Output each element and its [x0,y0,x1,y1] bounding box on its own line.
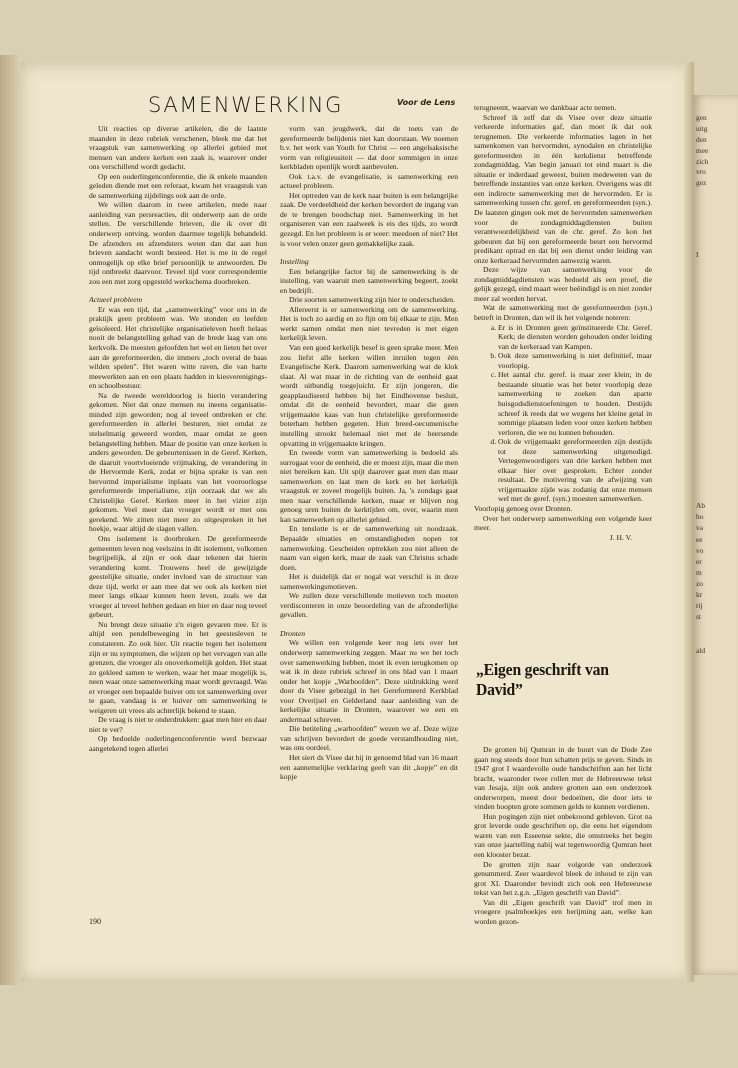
adjacent-page-fragment: ee [696,535,703,544]
paragraph: Uit reacties op diverse artikelen, die de laatste maanden in deze rubriek verschenen, bleek me dat het vraagstuk van samenwerking op allerlei gebied met mensen van andere kerken een zaak is, waarover onder ons verschillend wordt gedacht. [89,124,267,172]
paragraph: Het optreden van de kerk naar buiten is een belangrijke zaak. De verdeeldheid der kerken bevordert de ingang van de te brengen boodschap niet. Samenwerking in het organiseren van een zaalweek is eis des tijds, zo wordt gezegd. En het probleem is er weer: meedoen of niet? Het is voor velen onzer geen gemakkelijke zaak. [280,190,458,248]
adjacent-page-fragment: mee [696,146,709,155]
paragraph: Na de tweede wereldoorlog is hierin verandering gekomen. Niet dat onze mensen nu ineens organisatie-minded zijn geworden; nog al teveel ontbreken er chr. gereformeerden in allerlei besturen, niet omdat ze stelselmatig geweerd worden, maar omdat ze geen belangstelling hebben. Maar de positie van onze kerken is anders geworden. De gebeurtenissen in de Geref. Kerken, de daaruit voortvloeiende vrijmaking, de verandering in de Hervormde Kerk, zodat er bijna sprake is van een hervormd imperialisme inplaats van het vooroorlogse gereformeerde imperialisme, zijn oorzaak dat we als Christelijke Geref. Kerken meer in het vizier zijn gekomen. Veel meer dan vroeger wordt er met ons gerekend. We zitten niet meer zo uitgesproken in het hoekje, waar altijd de slagen vallen. [89,390,267,534]
adjacent-page-fragment: va [696,523,703,532]
section-subheading: Dronten [280,628,306,638]
paragraph: Drie soorten samenwerking zijn hier te onderscheiden. [289,295,455,305]
adjacent-page-fragment: st [696,612,701,621]
paragraph: Het siert ds Visee dat hij in genoemd blad van 16 maart een aannemelijke verklaring geeft van dit „kopje” en dit kopje [280,753,458,782]
adjacent-page-fragment: Ab [696,501,706,510]
paragraph: Ook t.a.v. de evangelisatie, is samenwerking een actueel probleem. [280,171,458,191]
paragraph: Ons isolement is doorbroken. De gereformeerde gemeenten leven nog veelszins in dit isolement, volkomen begrijpelijk, al zijn er ook daar tekenen dat hierin verandering komt. Trouwens heel de gewijzigde geestelijke situatie, onder invloed van de structuur van deze tijd, werkt er aan mee dat we ook als kerken niet meer langs elkaar kunnen heen leven, zoals we dat vroeger al teveel hebben gedaan en hier en daar nog teveel gebeurt. [89,533,267,620]
column-4 [474,745,652,930]
paragraph: Op een ouderlingenconferentie, die ik enkele maanden geleden diende met een referaat, kwam het vraagstuk van de samenwerking zijdelings ook aan de orde. [89,171,267,200]
adjacent-page-fragment: vro [696,167,706,176]
article-title: SAMENWERKING [148,93,343,117]
list-item: b. Ook deze samenwerking is niet definitief, maar voorlopig. [498,351,652,370]
adjacent-page-fragment: rij [696,601,703,610]
paragraph: We willen een volgende keer nog iets over het onderwerp samenwerking zeggen. Maar nu we het toch over samenwerking hebben, moet ik even terugkomen op wat ik in deze rubriek schreef in ons blad van 1 maart onder het kopje „Warhoofden”. Deze uitdrukking werd door ds Visee gebezigd in het Gereformeerd Kerkblad voor Overijsel en Gelderland naar aanleiding van de kerkelijke situatie in Dronten, waarover we een en andermaal schreven. [280,638,458,724]
paragraph: Van dit „Eigen geschrift van David” trof men in vroegere psalmboekjes een berijming aan, welke kan worden gezon- [474,897,652,926]
paragraph: vorm van jeugdwerk, dat de toets van de gereformeerde belijdenis niet kan doorstaan. We noemen b.v. het werk van Youth for Christ — een angelsaksische vorm van religieusiteit — dat door sommigen in onze kerkbladen openlijk wordt aanbevolen. [280,124,458,172]
paragraph: Op bedoelde ouderlingenconferentie werd bezwaar aangetekend tegen allerlei [89,734,267,753]
adjacent-page-fragment: gen [696,113,707,122]
adjacent-page-fragment: ald [696,646,706,655]
article-byline: Voor de Lens [397,98,456,107]
paragraph: Hun pogingen zijn niet onbekroond gebleven. Grot na grot leverde oude geschriften op, die eens het eigendom waren van een Esseense sekte, die omstreeks het begin van onze jaartelling nabij wat tegenwoordig Qumran heet een klooster bezat. [474,811,652,860]
paragraph: De grotten zijn naar volgorde van onderzoek genummerd. Zeer waardevol bleek de inhoud te zijn van grot XI. Daaronder bevindt zich ook een Hebreeuwse tekst van het z.g.n. „Eigen geschrift van David”. [474,859,652,898]
paragraph: Over het onderwerp samenwerking een volgende keer meer. [474,513,652,533]
paragraph: En tweede vorm van samenwerking is bedoeld als surrogaat voor de eenheid, die er moest zijn, maar die men niet bereiken kan. Uit spijt daarover gaat men dan maar samenwerken en laat men de kerk en het kerkelijk vraagstuk er zoveel mogelijk buiten. Ja, 's zondags gaat men naar verschillende kerken, maar er blijven nog genoeg uren buiten de kerktijden om, over, waarin men kan samenwerken op allerlei gebied. [280,448,458,524]
paragraph: Wat de samenwerking met de gereformeerden (syn.) betreft in Dronten, dan wil ik het volgende noteren: [474,303,652,323]
section-subheading: Actueel probleem [89,295,143,305]
paragraph: Het is duidelijk dat er nogal wat verschil is in deze samenwerkingsmotieven. [280,572,458,591]
paragraph: De vraag is niet te onderdrukken: gaat men hier en daar niet te ver? [89,715,267,734]
paragraph: Allereerst is er samenwerking om de samenwerking. Het is toch zo aardig en zo fijn om bij elkaar te zijn. Men werkt samen omdat men niet tevreden is met eigen kerkelijk leven. [280,304,458,343]
section-subheading: Instelling [280,257,309,267]
adjacent-page-fragment: uitg [696,124,708,133]
paragraph: En tenslotte is er de samenwerking uit noodzaak. Bepaalde situaties en omstandigheden nopen tot samenwerking. Gescheiden optrekken zou niet alleen de naam van eigen kerk, maar de zaak van Christus schade doen. [280,524,458,572]
paragraph: Deze wijze van samenwerking voor de zondagmiddagdiensten was bedoeld als een proef, die gelijk gezegd, eind maart weer beëindigd is en niet zonder meer zal worden hervat. [474,265,652,303]
scan-page-edge [0,55,22,985]
page-number: 190 [89,917,101,926]
paragraph: Een belangrijke factor bij de samenwerking is de instelling, van waaruit men samenwerking begeert, zoekt en bedrijft. [280,266,458,295]
adjacent-page [692,95,738,975]
paragraph: Er was een tijd, dat „samenwerking” voor ons in de praktijk geen probleem was. We stonden en leefden geïsoleerd. Het christelijke organisatieleven heeft helaas nooit de belangstelling gehad van de brede laag van ons kerkvolk. De meesten geloofden het wel en lieten het over aan de gereformeerden, die immers „toch overal de baas wilden spelen”. Het waren witte raven, die van harte meewerkten aan en een plaats hadden in kiesverenigings- en schoolbestuur. [89,304,267,391]
column-2 [280,124,458,884]
paragraph: Die betiteling „warhoofden” wezen we af. Deze wijze van schrijven bevordert de goede verstandhouding niet, was ons oordeel. [280,724,458,753]
author-signature: J. H. V. [609,532,632,542]
list-item: a. Er is in Dronten geen geïnstitueerde Chr. Geref. Kerk; de diensten worden gehouden onder leiding van de kerkeraad van Kampen. [498,323,652,352]
column-1 [89,124,267,924]
adjacent-page-fragment: zo [696,579,703,588]
adjacent-page-fragment: I [696,250,699,259]
paragraph: De grotten bij Qumran in de buurt van de Dode Zee gaan nog steeds door hun schatten prijs te geven. Sinds in 1947 grot I waardevolle oude handschriften aan het licht bracht, waaronder twee rollen met de Hebreeuwse tekst van Jesaja, zijn ook andere grotten aan een onderzoek onderworpen, meest door bedoeïnen, die door iets te vinden hoopten grote sommen gelds te kunnen verdienen. [474,745,652,812]
list-item: c. Het aantal chr. geref. is maar zeer klein; in de bestaande situatie was het beter voorlopig deze samenwerking te zoeken dan aparte huisgodsdienstoefeningen te houden. Destijds schreef ik reeds dat we wegens het kleine getal in sommige plaatsen leden voor onze kerken hebben verloren, die we nu kunnen behouden. [498,370,652,437]
column-3 [474,103,652,648]
second-article-headline: „Eigen geschrift van David” [476,660,609,699]
adjacent-page-fragment: gez [696,178,707,187]
dronten-points-list [474,323,652,504]
adjacent-page-fragment: vo [696,546,704,555]
paragraph: Van een goed kerkelijk besef is geen sprake meer. Men zou liefst alle kerken willen inruilen tegen één Evangelische Kerk. Daarom samenwerking wat de klok slaat. Al wat maar in de richting van de eenheid gaat wordt uitbundig toegejuicht. Er zijn jongeren, die geapplaudiseerd hebben bij het Eindhovense besluit, omdat dit de eenheid bevordert, maar die geen vrijgemaakte kaas van hun christelijke gereformeerde boterham hebben gegeten. Hun breed-oecumenische instelling strookt helemaal niet met de heersende opvatting in vrijgemaakte kringen. [280,343,458,448]
paragraph: terugneemt, waarvan we dankbaar acte nemen. [474,103,617,112]
adjacent-page-fragment: ho [696,512,704,521]
paragraph: We zullen deze verschillende motieven toch moeten verdisconteren in onze beoordeling van de afzonderlijke gevallen. [280,591,458,620]
adjacent-page-fragment: er [696,557,702,566]
list-item: d. Ook de vrijgemaakt gereformeerden zijn destijds tot deze samenwerking uitgenodigd. Vertegenwoordigers van drie kerken hebben met elkaar hier over gesproken. Echter zonder resultaat. De motivering van de afwijzing van vrijgemaakte zijde was zodanig dat onze mensen wel met de geref. (syn.) moesten samenwerken. [498,437,652,504]
paragraph: Schreef ik zelf dat ds Visee over deze situatie verkeerde informaties gaf, dan moet ik dat ook terugnemen. Die verkeerde informaties lagen in het samenkomen van hervormden, synodalen en christelijke gereformeerden in één kerkdienst betreffende zondagmiddag. Van begin januari tot eind maart is die situatie er inderdaad geweest, buiten medeweten van de betreffende instanties van onze kerken. Overigens was dit een indirecte samenwerking met de hervormden. Er is samenwerking tussen chr. geref. en gereformeerden (syn.). De laatsten gingen ook met de hervormden samenwerken voor de zondagmiddagdiensten buiten verantwoordelijkheid van de chr. geref. Zo kon het gebeuren dat bij een gereformeerde beurt een hervormd predikant optrad en dat bij een dienst onder leiding van onze kerkeraad hervormden aanwezig waren. [474,112,652,265]
paragraph: Nu brengt deze situatie z'n eigen gevaren mee. Er is altijd een pendelbeweging in het geestesleven te constateren. Zo ook hier. Uit reactie tegen het isolement zijn er nu symptomen, die wijzen op het vervagen van alle grenzen, die vroeger als onoverkomelijk golden. Het staat zo gekleed samen te werken, waar het maar mogelijk is, neen waar onze samenwerking maar wordt gevraagd. Was er vroeger een bepaalde huiver om tot samenwerking over te gaan, vandaag is er huiver om samenwerking te weigeren uit vrees als achterlijk bekend te staan. [89,619,267,715]
adjacent-page-fragment: den [696,135,707,144]
paragraph: Voorlopig genoeg over Dronten. [474,503,573,513]
adjacent-page-fragment: m [696,568,702,577]
adjacent-page-fragment: kr [696,590,703,599]
adjacent-page-fragment: zich [696,157,709,166]
paragraph: We willen daarom in twee artikelen, mede naar aanleiding van persreacties, dit onderwerp aan de orde stellen. De verschillende brieven, die ik over dit onderwerp ontving, worden daarmee tegelijk behandeld. De afzenders en afzendsters weten dan dat aan hun brieven aandacht wordt besteed. Het is me in de regel onmogelijk op elke brief persoonlijk te antwoorden. De tijd ontbreekt daarvoor. Teveel tijd voor correspondentie zou een met zorg opgesteld werkschema doorbreken. [89,200,267,286]
